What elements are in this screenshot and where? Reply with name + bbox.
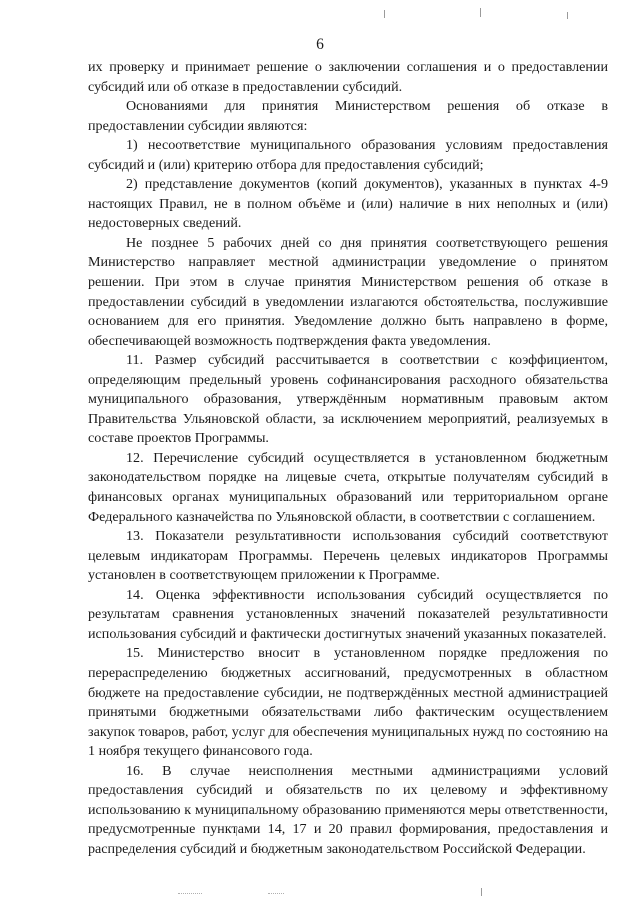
paragraph: 13. Показатели результативности использования субсидий соответствуют целевым индикаторам Программы. Перечень целевых индикаторов Программы установлен в соответствующем приложении к Программе. <box>88 528 608 584</box>
paragraph: 2) представление документов (копий документов), указанных в пунктах 4-9 настоящих Правил, не в полном объёме и (или) наличие в них неполных и (или) недостоверных сведений. <box>88 176 608 232</box>
paragraph: 16. В случае неисполнения местными администрациями условий предоставления субсидий и обязательств по их целевому и эффективному использованию к муниципальному образованию применяются меры ответственности, предусмотренные пунктами 14, 17 и 20 правил формирования, предоставления и распределения субсидий и бюджетным законодательством Российской Федерации. <box>88 762 608 857</box>
scan-mark <box>480 8 481 17</box>
scan-mark <box>384 10 385 18</box>
document-body <box>88 58 608 859</box>
paragraph: их проверку и принимает решение о заключении соглашения и о предоставлении субсидий или об отказе в предоставлении субсидий. <box>88 59 608 95</box>
paragraph: 15. Министерство вносит в установленном порядке предложения по перераспределению бюджетных ассигнований, предусмотренных в областном бюджете на предоставление субсидии, не подтверждённых местной администрацией принятыми бюджетными обязательствами либо фактическим осуществлением закупок товаров, работ, услуг для обеспечения муниципальных нужд по состоянию на 1 ноября текущего финансового года. <box>88 645 608 760</box>
paragraph: 12. Перечисление субсидий осуществляется в установленном бюджетным законодательством порядке на лицевые счета, открытые получателям субсидий в финансовых органах муниципальных образований или территориальном органе Федерального казначейства по Ульяновской области, в соответствии с соглашением. <box>88 449 608 525</box>
scan-mark <box>567 12 568 19</box>
scan-dots <box>268 893 284 895</box>
paragraph: 11. Размер субсидий рассчитывается в соответствии с коэффициентом, определяющим предельный уровень софинансирования расходного обязательства муниципального образования, утверждённым нормативным правовым актом Правительства Ульяновской области, за исключением мероприятий, реализуемых в составе проектов Программы. <box>88 352 608 447</box>
scan-dots <box>178 893 202 895</box>
paragraph: Основаниями для принятия Министерством решения об отказе в предоставлении субсидии являются: <box>88 98 608 134</box>
scan-mark <box>481 888 482 896</box>
paragraph: Не позднее 5 рабочих дней со дня принятия соответствующего решения Министерство направляет местной администрации уведомление о принятом решении. При этом в случае принятия Министерством решения об отказе в предоставлении субсидий в уведомлении излагаются обстоятельства, послужившие основанием для его принятия. Уведомление должно быть направлено в форме, обеспечивающей возможность подтверждения факта уведомления. <box>88 234 608 349</box>
paragraph: 1) несоответствие муниципального образования условиям предоставления субсидий и (или) критерию отбора для предоставления субсидий; <box>88 137 608 173</box>
page-number: 6 <box>316 36 324 53</box>
paragraph: 14. Оценка эффективности использования субсидий осуществляется по результатам сравнения установленных значений показателей результативности использования субсидий и фактически достигнутых значений указанных показателей. <box>88 586 608 642</box>
